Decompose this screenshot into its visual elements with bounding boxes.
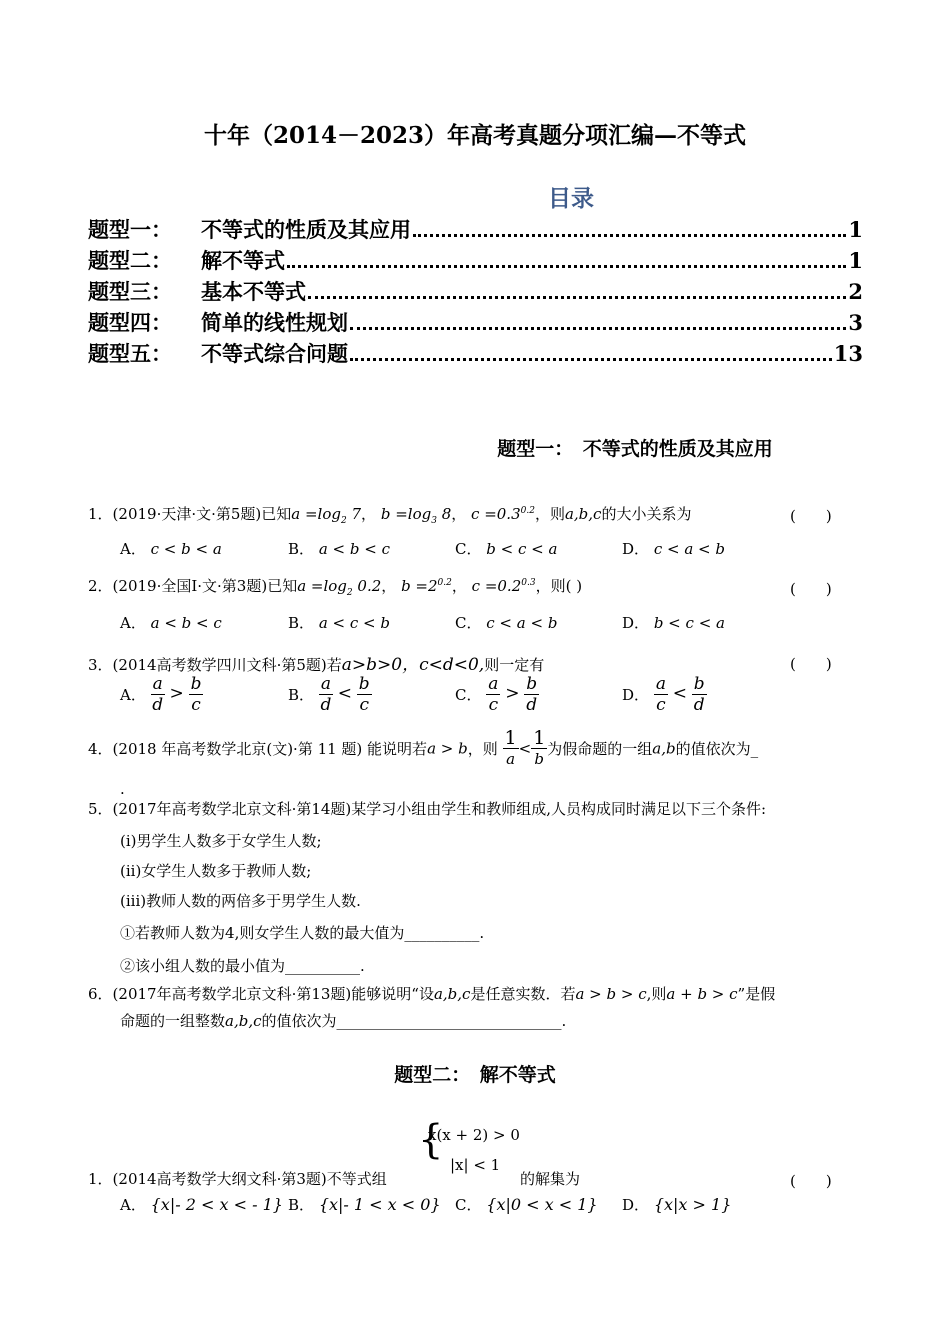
- question-6-line2: 命题的一组整数a,b,c的值依次为______________________________.: [120, 1012, 567, 1030]
- condition-3: (iii)教师人数的两倍多于男学生人数.: [120, 892, 361, 910]
- option-c[interactable]: C． b < c < a: [455, 540, 558, 558]
- question-text: 的大小关系为: [601, 505, 692, 523]
- math-expr: $c =0.3^{0.2}$: [471, 505, 535, 523]
- toc-heading: 目录: [548, 185, 594, 212]
- option-d[interactable]: D． {x|x > 1}: [622, 1195, 732, 1214]
- question-s2-1-tail: 的解集为: [520, 1170, 581, 1188]
- question-2: 2．(2019·全国Ⅰ·文·第3题)已知$a =\log_2$ 0.2， $b =2^{0.2}$， $c =0.2^{0.3}$，则( ): [88, 577, 583, 598]
- toc-item-text: 解不等式: [201, 248, 285, 273]
- toc-item-label: 题型三：: [88, 279, 172, 304]
- option-a[interactable]: A． a < b < c: [120, 614, 222, 632]
- answer-paren: ( ): [790, 580, 832, 598]
- option-c[interactable]: C． c < a < b: [455, 614, 558, 632]
- math-expr: $a =\log_2$ 7: [291, 505, 362, 526]
- option-b[interactable]: B． {x|- 1 < x < 0}: [288, 1195, 441, 1214]
- toc-item-text: 不等式的性质及其应用: [201, 217, 411, 242]
- option-a[interactable]: A． c < b < a: [120, 540, 222, 558]
- option-d[interactable]: D． c < a < b: [622, 540, 725, 558]
- toc-item-page: 1: [848, 248, 863, 273]
- question-s2-1: 1．(2014高考数学大纲文科·第3题)不等式组: [88, 1170, 387, 1188]
- math-expr: $c =0.2^{0.3}$: [471, 577, 536, 595]
- toc-item-text: 不等式综合问题: [201, 341, 348, 366]
- toc-item[interactable]: [88, 245, 863, 276]
- toc-item-page: 1: [848, 217, 863, 242]
- brace-icon: {: [418, 1117, 444, 1163]
- toc-item-label: 题型一：: [88, 217, 172, 242]
- question-3: 3．(2014高考数学四川文科·第5题)若a>b>0，c<d<0,则一定有: [88, 655, 545, 675]
- math-expr: $b =\log_3$ 8: [380, 505, 452, 526]
- toc-item[interactable]: [88, 214, 863, 245]
- option-d[interactable]: D． $\frac{a}{c}$ < $\frac{b}{d}$: [622, 674, 705, 715]
- math-vars: a,b,c: [564, 505, 602, 523]
- toc-item[interactable]: [88, 338, 863, 369]
- question-number: 1．: [88, 505, 113, 523]
- question-4: 4．(2018 年高考数学北京(文)·第 11 题) 能说明若a > b，则 $\frac{1}{a}$ < $\frac{1}{b}$ 为假命题的一组a,b的值依次为_: [88, 727, 759, 768]
- toc-item-text: 基本不等式: [201, 279, 306, 304]
- option-a[interactable]: A． {x|- 2 < x < - 1}: [120, 1195, 283, 1214]
- math-expr: a>b>0，c<d<0,: [341, 655, 485, 675]
- math-expr: $a =\log_2$ 0.2: [297, 577, 382, 598]
- condition-2: (ii)女学生人数多于教师人数;: [120, 862, 312, 880]
- question-source: (2019·天津·文·第5题)已知: [112, 505, 292, 523]
- section-title: 题型二： 解不等式: [394, 1064, 556, 1086]
- toc-item[interactable]: [88, 307, 863, 338]
- toc-item[interactable]: [88, 276, 863, 307]
- option-b[interactable]: B． a < b < c: [288, 540, 390, 558]
- toc-item-label: 题型五：: [88, 341, 172, 366]
- toc-item-label: 题型二：: [88, 248, 172, 273]
- question-4-dot: .: [120, 780, 125, 798]
- toc-leader-dots: [308, 296, 846, 299]
- toc-item-page: 2: [848, 279, 863, 304]
- question-1: 1．(2019·天津·文·第5题)已知$a =\log_2$ 7， $b =\log_3$ 8， $c =0.3^{0.2}$，则a,b,c的大小关系为: [88, 505, 692, 526]
- toc-leader-dots: [413, 234, 846, 237]
- toc-item-text: 简单的线性规划: [201, 310, 348, 335]
- toc-leader-dots: [350, 358, 832, 361]
- option-c[interactable]: C． {x|0 < x < 1}: [455, 1195, 598, 1214]
- option-b[interactable]: B． a < c < b: [288, 614, 390, 632]
- option-c[interactable]: C． $\frac{a}{c}$ > $\frac{b}{d}$: [455, 674, 538, 715]
- sub-question-1: ①若教师人数为4,则女学生人数的最大值为__________.: [120, 924, 485, 942]
- toc-leader-dots: [350, 327, 846, 330]
- document-title: 十年（2014－2023）年高考真题分项汇编—不等式: [203, 122, 747, 149]
- sub-question-2: ②该小组人数的最小值为__________.: [120, 957, 365, 975]
- toc-item-page: 13: [833, 341, 863, 366]
- toc-item-page: 3: [848, 310, 863, 335]
- condition-1: (i)男学生人数多于女学生人数;: [120, 832, 322, 850]
- toc-leader-dots: [287, 265, 846, 268]
- section-title: 题型一： 不等式的性质及其应用: [497, 438, 773, 460]
- answer-paren: ( ): [790, 655, 832, 673]
- option-b[interactable]: B． $\frac{a}{d}$ < $\frac{b}{c}$: [288, 674, 370, 715]
- option-d[interactable]: D． b < c < a: [622, 614, 725, 632]
- answer-paren: ( ): [790, 507, 832, 525]
- question-6: 6．(2017年高考数学北京文科·第13题)能够说明“设a,b,c是任意实数．若a > b > c,则a + b > c”是假: [88, 985, 776, 1003]
- math-expr: $b =2^{0.2}$: [401, 577, 452, 595]
- table-of-contents: [88, 214, 863, 369]
- toc-item-label: 题型四：: [88, 310, 172, 335]
- question-5: 5．(2017年高考数学北京文科·第14题)某学习小组由学生和教师组成,人员构成同时满足以下三个条件:: [88, 800, 767, 818]
- answer-paren: ( ): [790, 1172, 832, 1190]
- option-a[interactable]: A． $\frac{a}{d}$ > $\frac{b}{c}$: [120, 674, 202, 715]
